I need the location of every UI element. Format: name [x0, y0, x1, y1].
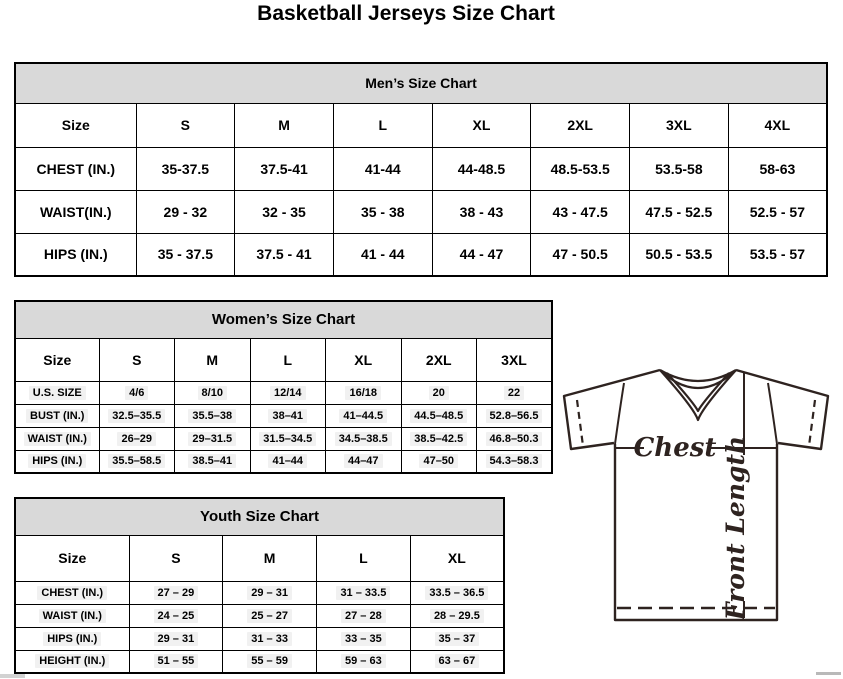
size-header-cell: XL: [410, 535, 504, 581]
youth-table-header-row: [15, 498, 504, 535]
value-cell: 26–29: [99, 427, 175, 450]
size-header-cell: S: [136, 103, 235, 147]
chest-label: Chest: [633, 433, 717, 463]
value-cell: 32 - 35: [235, 190, 334, 233]
value-cell: 53.5-58: [630, 147, 729, 190]
value-cell: 29–31.5: [175, 427, 251, 450]
size-header-cell: S: [129, 535, 223, 581]
size-column-header: Size: [15, 338, 99, 381]
value-cell: 16/18: [326, 381, 402, 404]
row-label: HIPS (IN.): [15, 233, 136, 276]
value-cell: 25 – 27: [223, 604, 317, 627]
value-cell: 41–44.5: [326, 404, 402, 427]
value-cell: 54.3–58.3: [477, 450, 553, 473]
size-header-cell: 2XL: [401, 338, 477, 381]
size-header-cell: M: [223, 535, 317, 581]
value-cell: 52.5 - 57: [728, 190, 827, 233]
value-cell: 41-44: [333, 147, 432, 190]
size-header-cell: 2XL: [531, 103, 630, 147]
value-cell: 43 - 47.5: [531, 190, 630, 233]
value-cell: 52.8–56.5: [477, 404, 553, 427]
value-cell: 27 – 28: [317, 604, 411, 627]
value-cell: 47 - 50.5: [531, 233, 630, 276]
size-header-cell: M: [235, 103, 334, 147]
size-column-header: Size: [15, 535, 129, 581]
value-cell: 47–50: [401, 450, 477, 473]
row-label: U.S. SIZE: [15, 381, 99, 404]
jersey-vneck-inner: [667, 373, 729, 411]
table-row: [15, 404, 552, 427]
table-row: [15, 581, 504, 604]
row-label: WAIST (IN.): [15, 427, 99, 450]
value-cell: 38.5–41: [175, 450, 251, 473]
row-label: WAIST(IN.): [15, 190, 136, 233]
size-header-cell: L: [317, 535, 411, 581]
row-label: HEIGHT (IN.): [15, 650, 129, 673]
jersey-diagram: [556, 356, 843, 676]
value-cell: 35 - 38: [333, 190, 432, 233]
value-cell: 29 – 31: [223, 581, 317, 604]
page-title: Basketball Jerseys Size Chart: [257, 2, 555, 25]
value-cell: 50.5 - 53.5: [630, 233, 729, 276]
value-cell: 35.5–58.5: [99, 450, 175, 473]
value-cell: 24 – 25: [129, 604, 223, 627]
table-row: [15, 650, 504, 673]
row-label: HIPS (IN.): [15, 450, 99, 473]
womens-table-title: Women’s Size Chart: [15, 301, 552, 338]
value-cell: 28 – 29.5: [410, 604, 504, 627]
value-cell: 38 - 43: [432, 190, 531, 233]
mens-size-table: [14, 62, 828, 277]
jersey-right-cuff-dashed-line: [809, 400, 815, 446]
table-row: [15, 627, 504, 650]
womens-size-table: [14, 300, 553, 474]
value-cell: 22: [477, 381, 553, 404]
value-cell: 55 – 59: [223, 650, 317, 673]
womens-table-header-row: [15, 301, 552, 338]
mens-table-title: Men’s Size Chart: [15, 63, 827, 103]
value-cell: 33 – 35: [317, 627, 411, 650]
value-cell: 44–47: [326, 450, 402, 473]
size-header-cell: L: [250, 338, 326, 381]
value-cell: 48.5-53.5: [531, 147, 630, 190]
value-cell: 41 - 44: [333, 233, 432, 276]
value-cell: 44-48.5: [432, 147, 531, 190]
value-cell: 38–41: [250, 404, 326, 427]
value-cell: 8/10: [175, 381, 251, 404]
value-cell: 20: [401, 381, 477, 404]
value-cell: 12/14: [250, 381, 326, 404]
youth-size-table: [14, 497, 505, 674]
value-cell: 35-37.5: [136, 147, 235, 190]
value-cell: 44.5–48.5: [401, 404, 477, 427]
jersey-left-cuff-dashed-line: [577, 400, 583, 446]
value-cell: 53.5 - 57: [728, 233, 827, 276]
value-cell: 46.8–50.3: [477, 427, 553, 450]
value-cell: 29 – 31: [129, 627, 223, 650]
value-cell: 4/6: [99, 381, 175, 404]
table-row: [15, 604, 504, 627]
table-row: [15, 450, 552, 473]
table-row: [15, 147, 827, 190]
row-label: HIPS (IN.): [15, 627, 129, 650]
cropped-element-artifact-right: [816, 672, 841, 675]
value-cell: 59 – 63: [317, 650, 411, 673]
size-header-cell: M: [175, 338, 251, 381]
value-cell: 58-63: [728, 147, 827, 190]
jersey-left-armhole: [615, 383, 624, 444]
cropped-element-artifact-left: [0, 674, 25, 678]
size-header-cell: XL: [432, 103, 531, 147]
row-label: BUST (IN.): [15, 404, 99, 427]
value-cell: 35.5–38: [175, 404, 251, 427]
size-header-cell: 4XL: [728, 103, 827, 147]
value-cell: 31 – 33: [223, 627, 317, 650]
table-row: [15, 233, 827, 276]
mens-table-header-row: [15, 63, 827, 103]
size-header-cell: L: [333, 103, 432, 147]
value-cell: 31 – 33.5: [317, 581, 411, 604]
row-label: WAIST (IN.): [15, 604, 129, 627]
value-cell: 29 - 32: [136, 190, 235, 233]
size-header-cell: 3XL: [630, 103, 729, 147]
table-row: [15, 427, 552, 450]
jersey-right-armhole: [768, 383, 777, 444]
value-cell: 27 – 29: [129, 581, 223, 604]
front-length-label: Front Length: [721, 435, 750, 621]
youth-table-title: Youth Size Chart: [15, 498, 504, 535]
table-row: [15, 381, 552, 404]
table-row: [15, 190, 827, 233]
value-cell: 35 – 37: [410, 627, 504, 650]
value-cell: 47.5 - 52.5: [630, 190, 729, 233]
value-cell: 63 – 67: [410, 650, 504, 673]
value-cell: 32.5–35.5: [99, 404, 175, 427]
row-label: CHEST (IN.): [15, 581, 129, 604]
size-header-cell: S: [99, 338, 175, 381]
size-header-cell: XL: [326, 338, 402, 381]
youth-size-header-row: [15, 535, 504, 581]
value-cell: 33.5 – 36.5: [410, 581, 504, 604]
size-header-cell: 3XL: [477, 338, 553, 381]
value-cell: 38.5–42.5: [401, 427, 477, 450]
value-cell: 37.5-41: [235, 147, 334, 190]
size-column-header: Size: [15, 103, 136, 147]
value-cell: 37.5 - 41: [235, 233, 334, 276]
value-cell: 31.5–34.5: [250, 427, 326, 450]
value-cell: 34.5–38.5: [326, 427, 402, 450]
value-cell: 44 - 47: [432, 233, 531, 276]
mens-size-header-row: [15, 103, 827, 147]
value-cell: 51 – 55: [129, 650, 223, 673]
row-label: CHEST (IN.): [15, 147, 136, 190]
value-cell: 35 - 37.5: [136, 233, 235, 276]
womens-size-header-row: [15, 338, 552, 381]
value-cell: 41–44: [250, 450, 326, 473]
